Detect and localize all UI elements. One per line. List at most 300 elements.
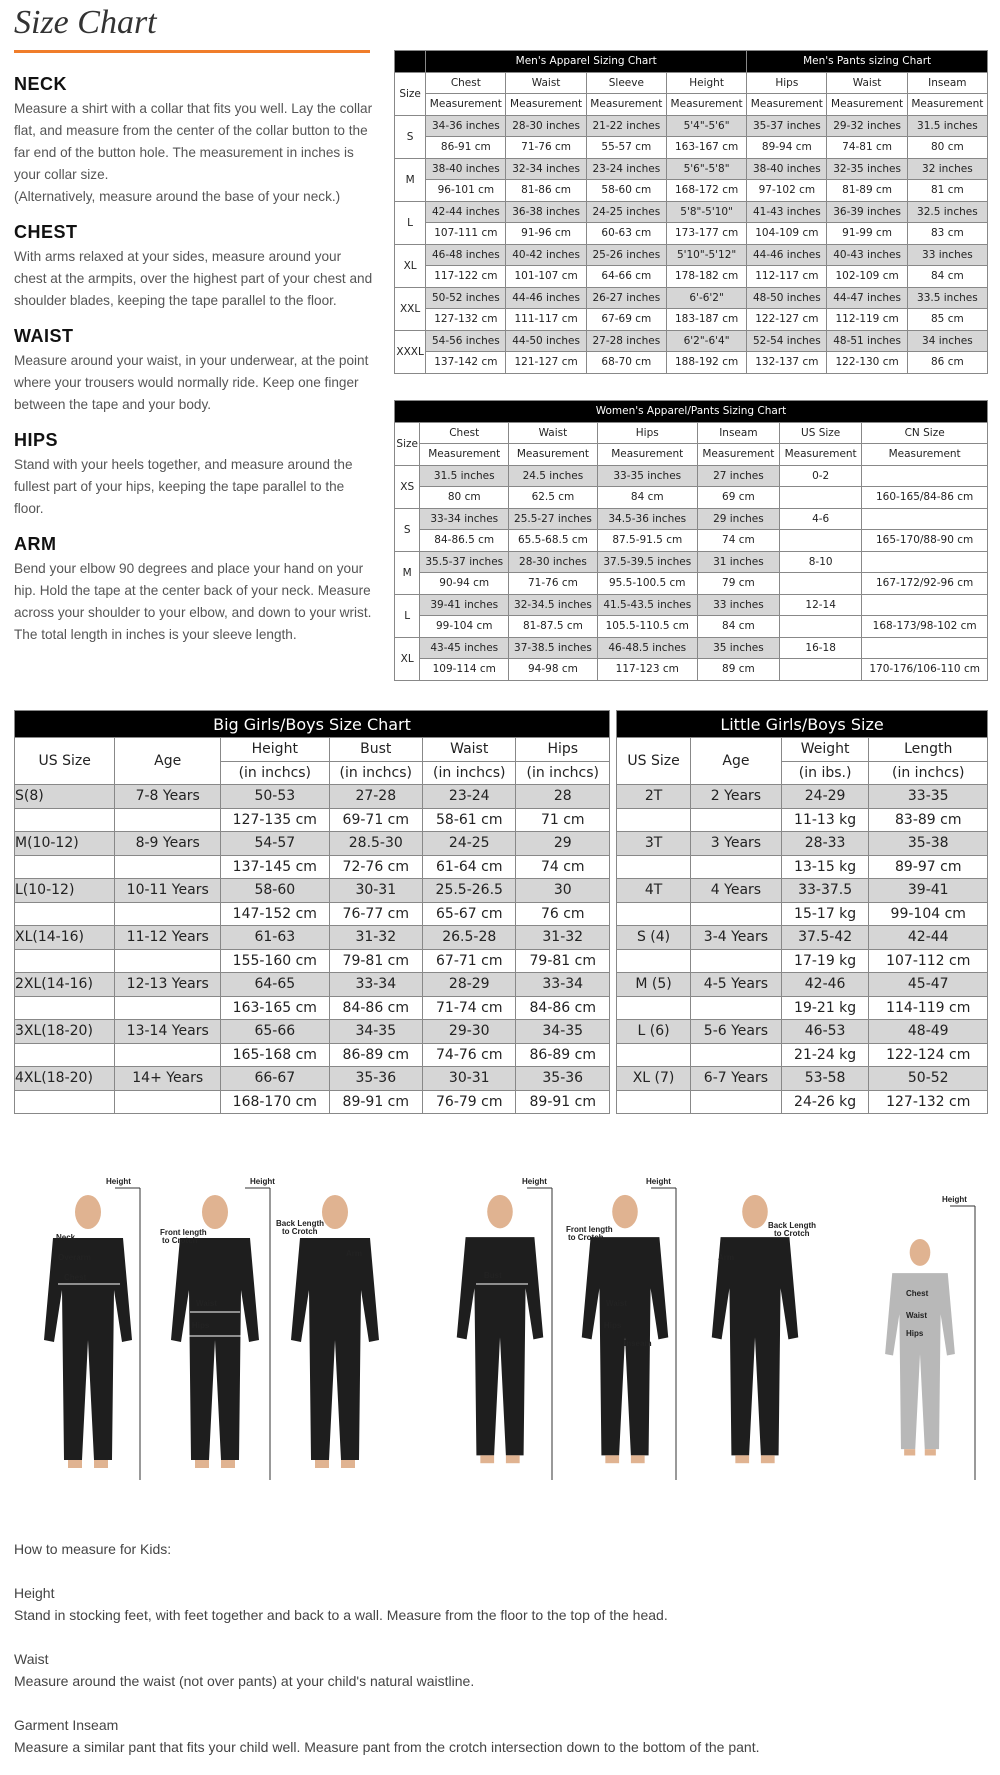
table-row — [15, 902, 610, 926]
section-heading: NECK — [14, 74, 68, 94]
value-inches: 34 inches — [907, 330, 987, 352]
value-cm: 74 cm — [697, 530, 779, 552]
table-row — [617, 949, 988, 973]
column-header: US Size — [15, 738, 115, 785]
value-cm: 74 cm — [516, 855, 610, 879]
value-inches: 23-24 inches — [586, 158, 666, 180]
column-header: Waist — [506, 72, 586, 94]
value-inches: 33.5 inches — [907, 287, 987, 309]
column-header: Waist — [509, 422, 598, 444]
table-row — [15, 832, 610, 856]
value-inches: 30-31 — [329, 879, 422, 903]
column-header: Height — [666, 72, 746, 94]
value-cm: 168-170 cm — [221, 1090, 329, 1114]
value-cm: 84 cm — [597, 487, 697, 509]
empty-cell — [115, 949, 221, 973]
table-row — [395, 487, 988, 509]
age-cell: 3 Years — [691, 832, 782, 856]
table-row — [15, 879, 610, 903]
value-cm: 96-101 cm — [426, 180, 506, 202]
value-inches: 41.5-43.5 inches — [597, 594, 697, 616]
value-cm: 91-99 cm — [827, 223, 907, 245]
value-cm: 74-76 cm — [423, 1043, 516, 1067]
measurement-row — [395, 94, 988, 116]
empty-cell — [691, 949, 782, 973]
section-text: Stand with your heels together, and measure around the fullest part of your hips, keeping the tape parallel to the floor. — [14, 457, 353, 516]
value-cm: 71-76 cm — [506, 137, 586, 159]
unit-label: (in inchcs) — [869, 761, 988, 785]
value-cm: 91-96 cm — [506, 223, 586, 245]
empty-cell — [691, 808, 782, 832]
table-row — [395, 309, 988, 331]
column-header: Waist — [827, 72, 907, 94]
empty-cell — [617, 996, 691, 1020]
age-cell: 4-5 Years — [691, 973, 782, 997]
size-cell: XL(14-16) — [15, 926, 115, 950]
value-inches: 64-65 — [221, 973, 329, 997]
size-cell: M(10-12) — [15, 832, 115, 856]
value-cm — [780, 487, 862, 509]
column-header-row — [395, 422, 988, 444]
size-cell: M — [395, 158, 426, 201]
value-inches: 24-25 — [423, 832, 516, 856]
value-inches: 29 — [516, 832, 610, 856]
value-inches: 8-10 — [780, 551, 862, 573]
value-inches: 65-66 — [221, 1020, 329, 1044]
title-underline — [14, 50, 370, 53]
value-cm — [780, 530, 862, 552]
value-cm: 163-165 cm — [221, 996, 329, 1020]
value-cm: 19-21 kg — [781, 996, 869, 1020]
value-inches: 46-48.5 inches — [597, 637, 697, 659]
value-cm: 99-104 cm — [869, 902, 988, 926]
value-cm: 81-89 cm — [827, 180, 907, 202]
size-cell: S(8) — [15, 785, 115, 809]
label-hips: Hips — [906, 1329, 924, 1338]
age-cell: 8-9 Years — [115, 832, 221, 856]
section-note: (Alternatively, measure around the base of your neck.) — [14, 189, 341, 204]
mens-sizing-table — [394, 50, 988, 374]
woman-back-foot — [761, 1455, 775, 1463]
value-cm: 90-94 cm — [420, 573, 509, 595]
section-heading: HIPS — [14, 430, 59, 450]
value-cm: 168-172 cm — [666, 180, 746, 202]
value-inches — [862, 465, 988, 487]
age-cell: 5-6 Years — [691, 1020, 782, 1044]
size-cell: XXXL — [395, 330, 426, 373]
value-inches: 39-41 inches — [420, 594, 509, 616]
column-header: Hips — [597, 422, 697, 444]
woman-front-foot — [506, 1455, 520, 1463]
value-inches: 27-28 inches — [586, 330, 666, 352]
table-row — [617, 973, 988, 997]
value-inches: 31-32 — [329, 926, 422, 950]
value-cm: 188-192 cm — [666, 352, 746, 374]
value-cm: 165-168 cm — [221, 1043, 329, 1067]
value-inches: 44-46 inches — [506, 287, 586, 309]
column-header: Age — [691, 738, 782, 785]
value-cm: 69 cm — [697, 487, 779, 509]
value-cm: 58-61 cm — [423, 808, 516, 832]
size-cell: 2T — [617, 785, 691, 809]
value-cm: 80 cm — [420, 487, 509, 509]
value-cm: 71 cm — [516, 808, 610, 832]
value-cm: 65.5-68.5 cm — [509, 530, 598, 552]
value-cm: 61-64 cm — [423, 855, 516, 879]
value-inches: 24-29 — [781, 785, 869, 809]
label-inseam: Inseam — [624, 1339, 652, 1348]
value-inches: 35.5-37 inches — [420, 551, 509, 573]
value-cm: 127-132 cm — [869, 1090, 988, 1114]
empty-cell — [115, 1090, 221, 1114]
empty-cell — [691, 1090, 782, 1114]
man-back-foot — [341, 1460, 355, 1468]
value-inches: 32-35 inches — [827, 158, 907, 180]
size-cell: 2XL(14-16) — [15, 973, 115, 997]
table-row — [617, 808, 988, 832]
man-front-body — [44, 1238, 132, 1460]
value-cm: 160-165/84-86 cm — [862, 487, 988, 509]
age-cell: 12-13 Years — [115, 973, 221, 997]
value-cm: 127-132 cm — [426, 309, 506, 331]
value-inches: 30 — [516, 879, 610, 903]
label-chest: Chest — [906, 1289, 929, 1298]
empty-cell — [15, 902, 115, 926]
value-cm: 80 cm — [907, 137, 987, 159]
value-inches: 6'2"-6'4" — [666, 330, 746, 352]
value-cm: 132-137 cm — [747, 352, 827, 374]
value-inches: 33 inches — [697, 594, 779, 616]
value-cm: 147-152 cm — [221, 902, 329, 926]
label-height: Height — [250, 1177, 275, 1186]
measurement-row — [395, 444, 988, 466]
table-row — [617, 902, 988, 926]
kids-howto — [14, 1538, 974, 1758]
table-row — [395, 465, 988, 487]
table-row — [395, 508, 988, 530]
measurement-label: Measurement — [586, 94, 666, 116]
value-inches: 27 inches — [697, 465, 779, 487]
kids-title: Little Girls/Boys Size — [617, 711, 988, 738]
label-hips: Hips — [192, 1321, 210, 1330]
value-cm: 165-170/88-90 cm — [862, 530, 988, 552]
value-inches: 34-35 — [516, 1020, 610, 1044]
value-inches: 5'4"-5'6" — [666, 115, 746, 137]
measurement-label: Measurement — [509, 444, 598, 466]
value-inches: 40-43 inches — [827, 244, 907, 266]
value-cm: 155-160 cm — [221, 949, 329, 973]
age-cell: 2 Years — [691, 785, 782, 809]
measurement-label: Measurement — [697, 444, 779, 466]
table-row — [15, 996, 610, 1020]
header-row — [395, 401, 988, 423]
table-row — [395, 573, 988, 595]
value-inches: 50-52 — [869, 1067, 988, 1091]
howto-heading: Garment Inseam — [14, 1717, 119, 1733]
chest-section — [14, 222, 374, 312]
label-bust: Bust — [484, 1271, 502, 1280]
table-row — [15, 1090, 610, 1114]
value-inches: 46-48 inches — [426, 244, 506, 266]
table-row — [15, 1067, 610, 1091]
column-header: Inseam — [907, 72, 987, 94]
size-cell: L — [395, 201, 426, 244]
value-cm: 58-60 cm — [586, 180, 666, 202]
value-inches: 32-34 inches — [506, 158, 586, 180]
value-cm: 168-173/98-102 cm — [862, 616, 988, 638]
value-inches: 36-38 inches — [506, 201, 586, 223]
empty-cell — [617, 1090, 691, 1114]
value-cm: 67-71 cm — [423, 949, 516, 973]
value-cm: 178-182 cm — [666, 266, 746, 288]
value-inches: 28-29 — [423, 973, 516, 997]
section-text: Bend your elbow 90 degrees and place your hand on your hip. Hold the tape at the center back of your neck. Measure across your shoulder to your elbow, and down to your wrist. The total length in inches is your sleeve length. — [14, 561, 372, 642]
size-cell: XS — [395, 465, 420, 508]
value-inches: 58-60 — [221, 879, 329, 903]
value-cm: 87.5-91.5 cm — [597, 530, 697, 552]
value-cm: 76-79 cm — [423, 1090, 516, 1114]
hips-section — [14, 430, 374, 520]
column-header-row — [15, 738, 610, 762]
size-cell: S — [395, 115, 426, 158]
empty-cell — [691, 855, 782, 879]
kid-front-head — [910, 1239, 931, 1266]
measurement-label: Measurement — [862, 444, 988, 466]
table-row — [395, 616, 988, 638]
value-cm: 60-63 cm — [586, 223, 666, 245]
measurement-figures — [0, 1160, 1000, 1520]
value-cm: 107-112 cm — [869, 949, 988, 973]
value-cm: 83-89 cm — [869, 808, 988, 832]
value-inches: 44-46 inches — [747, 244, 827, 266]
table-row — [15, 949, 610, 973]
value-cm: 89 cm — [697, 659, 779, 681]
value-cm: 112-119 cm — [827, 309, 907, 331]
table-row — [395, 530, 988, 552]
column-header: Sleeve — [586, 72, 666, 94]
unit-label: (in inchcs) — [221, 761, 329, 785]
label-chest: Chest — [64, 1273, 87, 1282]
value-cm — [780, 573, 862, 595]
label-height: Height — [106, 1177, 131, 1186]
man-front-2-foot — [195, 1460, 209, 1468]
table-row — [15, 855, 610, 879]
label-front-length: Front length — [160, 1228, 207, 1237]
table-row — [395, 330, 988, 352]
value-inches: 66-67 — [221, 1067, 329, 1091]
value-cm: 65-67 cm — [423, 902, 516, 926]
value-inches: 35-36 — [516, 1067, 610, 1091]
value-cm: 107-111 cm — [426, 223, 506, 245]
value-inches: 35-38 — [869, 832, 988, 856]
column-header: Inseam — [697, 422, 779, 444]
measurement-label: Measurement — [747, 94, 827, 116]
value-cm: 84-86 cm — [516, 996, 610, 1020]
man-front-2-head — [202, 1195, 228, 1229]
neck-section — [14, 74, 374, 208]
value-inches: 6'-6'2" — [666, 287, 746, 309]
value-inches: 54-57 — [221, 832, 329, 856]
table-row — [617, 832, 988, 856]
value-cm: 21-24 kg — [781, 1043, 869, 1067]
table-row — [617, 926, 988, 950]
value-cm: 86-91 cm — [426, 137, 506, 159]
table-row — [395, 266, 988, 288]
size-cell: 3T — [617, 832, 691, 856]
value-cm: 101-107 cm — [506, 266, 586, 288]
size-cell: 3XL(18-20) — [15, 1020, 115, 1044]
table-row — [395, 137, 988, 159]
value-inches: 33-34 — [329, 973, 422, 997]
size-header: Size — [395, 422, 420, 465]
column-header: Age — [115, 738, 221, 785]
value-cm: 84-86 cm — [329, 996, 422, 1020]
size-cell: 4T — [617, 879, 691, 903]
value-inches: 28.5-30 — [329, 832, 422, 856]
table-row — [617, 855, 988, 879]
value-cm: 17-19 kg — [781, 949, 869, 973]
kids-title: Big Girls/Boys Size Chart — [15, 711, 610, 738]
value-inches: 35 inches — [697, 637, 779, 659]
apparel-title: Men's Apparel Sizing Chart — [426, 51, 747, 73]
label-arm: Arm — [346, 1249, 363, 1258]
value-inches — [862, 594, 988, 616]
value-cm: 62.5 cm — [509, 487, 598, 509]
value-inches: 48-49 — [869, 1020, 988, 1044]
label-hips: Hips — [604, 1321, 622, 1330]
value-inches: 0-2 — [780, 465, 862, 487]
empty-cell — [617, 902, 691, 926]
label-overarm: Overarm — [58, 1253, 91, 1262]
value-inches: 34-35 — [329, 1020, 422, 1044]
empty-cell — [15, 949, 115, 973]
table-row — [617, 1020, 988, 1044]
man-back-body — [291, 1238, 379, 1460]
age-cell: 4 Years — [691, 879, 782, 903]
section-text: With arms relaxed at your sides, measure around your chest at the armpits, over the highest part of your chest and shoulder blades, keeping the tape parallel to the floor. — [14, 249, 373, 308]
table-row — [15, 785, 610, 809]
value-inches: 28-30 inches — [509, 551, 598, 573]
table-row — [395, 244, 988, 266]
value-inches: 41-43 inches — [747, 201, 827, 223]
empty-cell — [115, 1043, 221, 1067]
value-inches: 32-34.5 inches — [509, 594, 598, 616]
woman-front-2-foot — [605, 1455, 619, 1463]
label-to-crotch: to Crotch — [282, 1227, 318, 1236]
value-cm: 84-86.5 cm — [420, 530, 509, 552]
value-inches: 25.5-27 inches — [509, 508, 598, 530]
value-cm: 117-123 cm — [597, 659, 697, 681]
value-cm: 122-127 cm — [747, 309, 827, 331]
value-cm: 67-69 cm — [586, 309, 666, 331]
value-cm: 76 cm — [516, 902, 610, 926]
arm-section — [14, 534, 374, 646]
table-row — [617, 996, 988, 1020]
value-inches: 46-53 — [781, 1020, 869, 1044]
value-inches: 4-6 — [780, 508, 862, 530]
value-inches: 36-39 inches — [827, 201, 907, 223]
value-inches: 38-40 inches — [426, 158, 506, 180]
value-inches — [862, 551, 988, 573]
size-cell: S — [395, 508, 420, 551]
value-cm: 89-94 cm — [747, 137, 827, 159]
label-back-length: Back Length — [768, 1221, 817, 1230]
value-cm: 111-117 cm — [506, 309, 586, 331]
table-row — [15, 1043, 610, 1067]
value-cm: 84 cm — [907, 266, 987, 288]
value-inches: 50-53 — [221, 785, 329, 809]
value-cm: 183-187 cm — [666, 309, 746, 331]
label-front-length: Front length — [566, 1225, 613, 1234]
label-waist: Waist — [906, 1311, 928, 1320]
woman-back-body — [712, 1237, 798, 1455]
table-row — [617, 1090, 988, 1114]
column-header: Bust — [329, 738, 422, 762]
big-kids-size-table — [14, 710, 610, 1114]
empty-cell — [691, 996, 782, 1020]
table-row — [395, 115, 988, 137]
value-cm: 83 cm — [907, 223, 987, 245]
label-to-crotch: to Crotch — [162, 1236, 198, 1245]
value-cm: 55-57 cm — [586, 137, 666, 159]
value-cm: 105.5-110.5 cm — [597, 616, 697, 638]
header-row — [15, 711, 610, 738]
empty-cell — [15, 1090, 115, 1114]
man-back-head — [322, 1195, 348, 1229]
measure-guide — [14, 74, 374, 660]
woman-front-foot — [480, 1455, 494, 1463]
age-cell: 14+ Years — [115, 1067, 221, 1091]
value-inches: 33-37.5 — [781, 879, 869, 903]
age-cell: 10-11 Years — [115, 879, 221, 903]
man-front-foot — [68, 1460, 82, 1468]
value-inches: 5'10"-5'12" — [666, 244, 746, 266]
size-cell: L — [395, 594, 420, 637]
value-inches: 45-47 — [869, 973, 988, 997]
woman-front-head — [487, 1195, 513, 1228]
age-cell: 13-14 Years — [115, 1020, 221, 1044]
value-cm: 99-104 cm — [420, 616, 509, 638]
value-inches — [862, 637, 988, 659]
column-header: CN Size — [862, 422, 988, 444]
size-cell: XL (7) — [617, 1067, 691, 1091]
measurement-label: Measurement — [666, 94, 746, 116]
value-inches: 28-30 inches — [506, 115, 586, 137]
woman-back-foot — [735, 1455, 749, 1463]
size-cell: XL — [395, 244, 426, 287]
column-header: Chest — [426, 72, 506, 94]
value-inches: 26-27 inches — [586, 287, 666, 309]
empty-cell — [691, 1043, 782, 1067]
age-cell: 3-4 Years — [691, 926, 782, 950]
value-inches: 52-54 inches — [747, 330, 827, 352]
table-row — [395, 551, 988, 573]
kid-front-foot — [925, 1449, 936, 1455]
label-height: Height — [942, 1195, 967, 1204]
column-header: US Size — [780, 422, 862, 444]
label-arm: Arm — [718, 1253, 735, 1262]
howto-text: Measure around the waist (not over pants) at your child's natural waistline. — [14, 1673, 475, 1689]
value-cm: 104-109 cm — [747, 223, 827, 245]
value-cm: 137-145 cm — [221, 855, 329, 879]
value-cm: 122-124 cm — [869, 1043, 988, 1067]
value-cm: 13-15 kg — [781, 855, 869, 879]
value-cm: 114-119 cm — [869, 996, 988, 1020]
table-row — [395, 287, 988, 309]
table-row — [617, 1043, 988, 1067]
value-cm — [780, 659, 862, 681]
column-header-row — [395, 72, 988, 94]
